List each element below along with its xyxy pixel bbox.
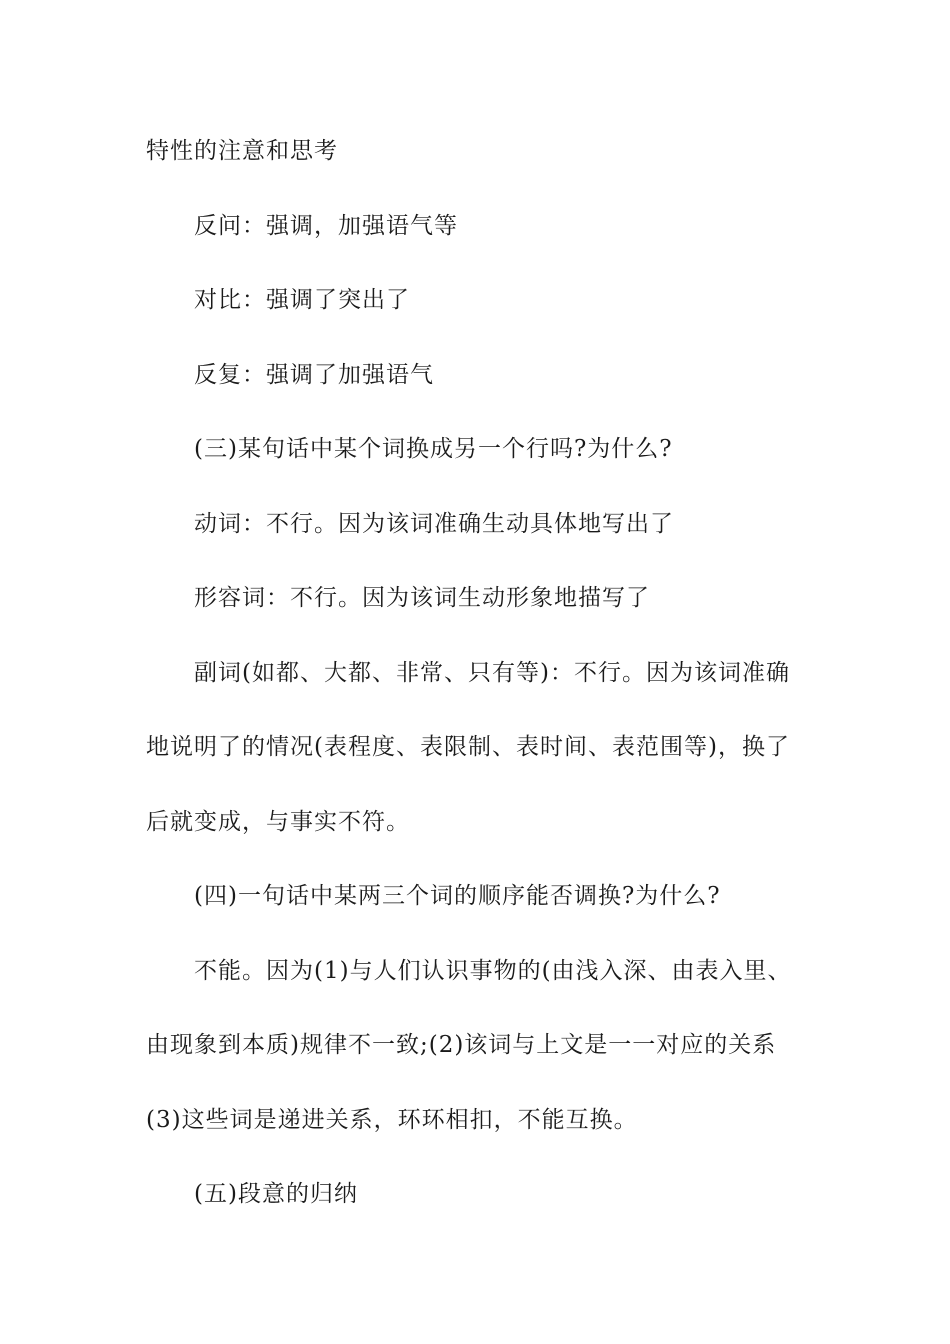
section-heading: (三)某句话中某个词换成另一个行吗?为什么? xyxy=(194,436,673,462)
text-line: 形容词：不行。因为该词生动形象地描写了 xyxy=(194,585,650,611)
section-heading: (四)一句话中某两三个词的顺序能否调换?为什么? xyxy=(194,883,721,909)
text-line: 动词：不行。因为该词准确生动具体地写出了 xyxy=(194,510,674,537)
text-line: 反复：强调了加强语气 xyxy=(194,361,434,388)
text-line: 后就变成，与事实不符。 xyxy=(146,808,410,835)
text-line: (3)这些词是递进关系，环环相扣，不能互换。 xyxy=(146,1106,638,1133)
text-line: 副词(如都、大都、非常、只有等)：不行。因为该词准确 xyxy=(194,659,790,686)
text-line: 对比：强调了突出了 xyxy=(194,287,410,313)
text-line: 地说明了的情况(表程度、表限制、表时间、表范围等)，换了 xyxy=(146,734,790,760)
text-line: 反问：强调，加强语气等 xyxy=(194,212,458,239)
document-body xyxy=(146,128,806,1246)
text-line: 不能。因为(1)与人们认识事物的(由浅入深、由表入里、 xyxy=(194,957,792,984)
section-heading: (五)段意的归纳 xyxy=(194,1181,358,1207)
text-line: 特性的注意和思考 xyxy=(146,138,338,164)
text-line: 由现象到本质)规律不一致;(2)该词与上文是一一对应的关系 xyxy=(146,1032,777,1058)
